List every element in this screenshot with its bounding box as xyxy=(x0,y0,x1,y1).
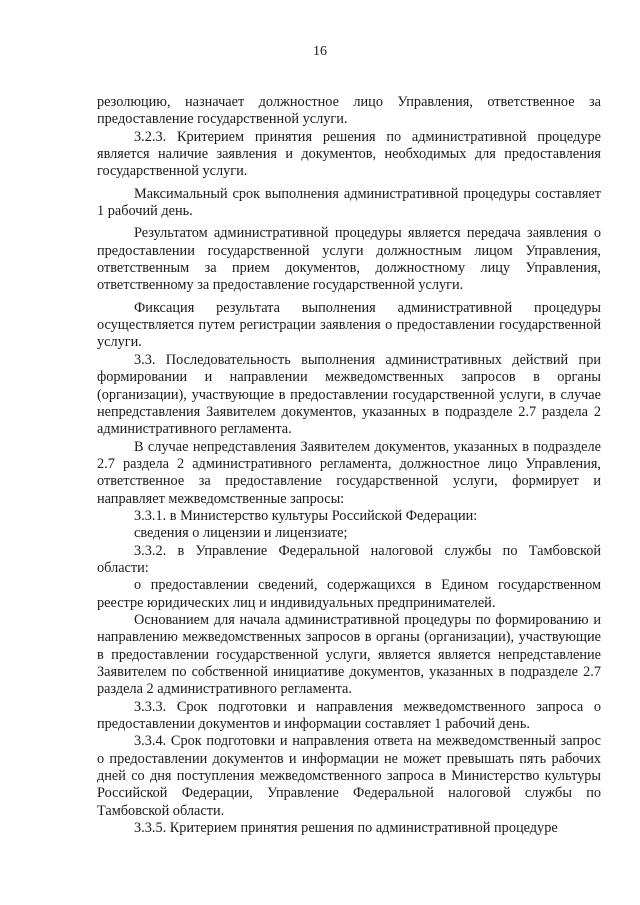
paragraph: сведения о лицензии и лицензиате; xyxy=(134,525,348,542)
paragraph: 3.3.2. в Управление Федеральной налоговой службы по Тамбовской области: xyxy=(97,542,601,576)
paragraph: Результатом административной процедуры является передача заявления о предоставлении государственной услуги должностным лицом Управления, ответственным за прием документов, должностному лицу Управления, ответственному за предоставление государственной услуги. xyxy=(97,225,601,294)
paragraph: резолюцию, назначает должностное лицо Управления, ответственное за предоставление государственной услуги. xyxy=(97,94,601,128)
paragraph: В случае непредставления Заявителем документов, указанных в подразделе 2.7 раздела 2 административного регламента, должностное лицо Управления, ответственное за предоставление государственной услуги, формирует и направляет межведомственные запросы: xyxy=(97,438,601,507)
paragraph: 3.2.3. Критерием принятия решения по административной процедуре является наличие заявления и документов, необходимых для предоставления государственной услуги. xyxy=(97,128,601,180)
paragraph: 3.3.1. в Министерство культуры Российской Федерации: xyxy=(134,507,478,524)
paragraph: о предоставлении сведений, содержащихся в Едином государственном реестре юридических лиц и индивидуальных предпринимателей. xyxy=(97,577,601,611)
page-number: 16 xyxy=(313,44,327,59)
paragraph: Фиксация результата выполнения административной процедуры осуществляется путем регистрации заявления о предоставлении государственной услуги. xyxy=(97,299,601,351)
paragraph: 3.3. Последовательность выполнения административных действий при формировании и направлении межведомственных запросов в органы (организации), участвующие в предоставлении государственной услуги, в случае непредставления Заявителем документов, указанных в подразделе 2.7 раздела 2 административного регламента. xyxy=(97,351,601,438)
document-body xyxy=(97,94,601,837)
paragraph: Максимальный срок выполнения административной процедуры составляет 1 рабочий день. xyxy=(97,185,601,220)
paragraph: 3.3.5. Критерием принятия решения по административной процедуре xyxy=(134,820,558,837)
paragraph: 3.3.4. Срок подготовки и направления ответа на межведомственный запрос о предоставлении документов и информации не может превышать пять рабочих дней со дня поступления межведомственного запроса в Министерство культуры Российской Федерации, Управление Федеральной налоговой службы по Тамбовской области. xyxy=(97,733,601,819)
paragraph: 3.3.3. Срок подготовки и направления межведомственного запроса о предоставлении документов и информации составляет 1 рабочий день. xyxy=(97,698,601,733)
paragraph: Основанием для начала административной процедуры по формированию и направлению межведомственных запросов в органы (организации), участвующие в предоставлении государственной услуги, является является непредставление Заявителем по собственной инициативе документов, указанных в подразделе 2.7 раздела 2 административного регламента. xyxy=(97,611,601,698)
